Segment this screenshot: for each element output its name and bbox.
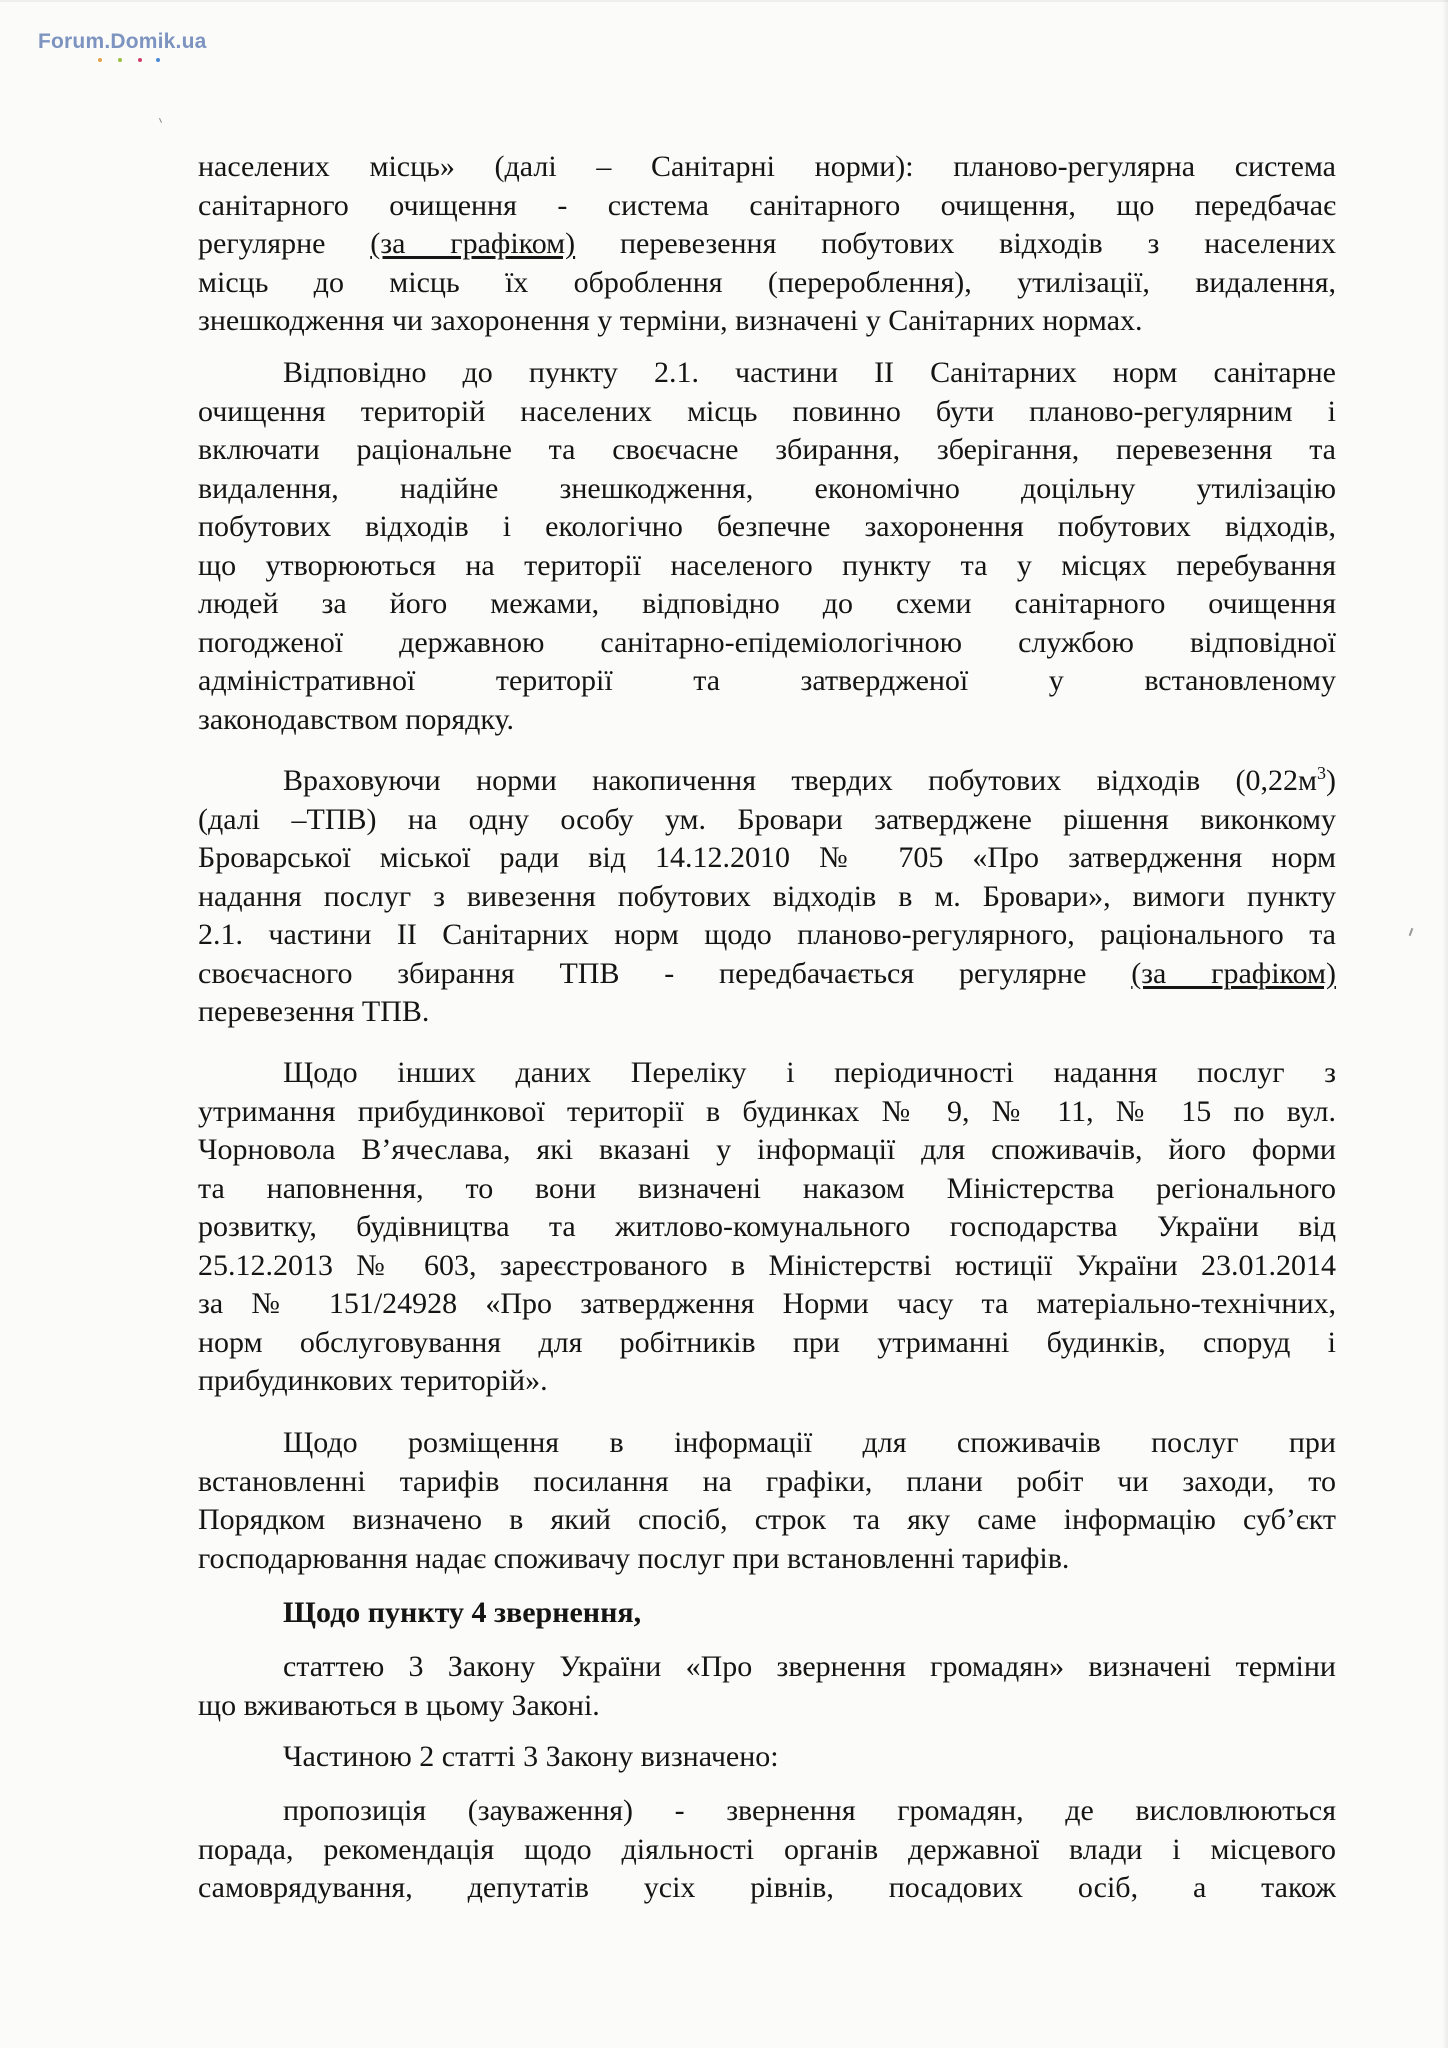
text-line: знешкодження чи захоронення у терміни, визначені у Санітарних нормах.: [198, 304, 1143, 337]
text-line: за № 151/24928 «Про затвердження Норми часу та матеріально-технічних,: [198, 1287, 1336, 1320]
text-line: 2.1. частини ІІ Санітарних норм щодо планово-регулярного, раціонального та: [198, 918, 1336, 951]
text-line: 25.12.2013 № 603, зареєстрованого в Міністерстві юстиції України 23.01.2014: [198, 1248, 1336, 1282]
text-line: самоврядування, депутатів усіх рівнів, посадових осіб, а також: [198, 1871, 1336, 1904]
text-line: Щодо розміщення в інформації для споживачів послуг при: [283, 1426, 1336, 1459]
section-heading: [198, 1594, 1336, 1633]
text-run: перевезення побутових відходів з населених: [575, 227, 1336, 260]
text-line: адміністративної території та затвердженої у встановленому: [198, 664, 1336, 697]
paragraph-4: [198, 1054, 1336, 1401]
text-line: Частиною 2 статті 3 Закону визначено:: [283, 1740, 779, 1773]
text-line: пропозиція (зауваження) - звернення громадян, де висловлюються: [283, 1794, 1336, 1827]
watermark-dot: [156, 58, 160, 62]
watermark-dots: [96, 58, 166, 66]
page-top-edge: [0, 0, 1448, 2]
watermark-dot: [98, 58, 102, 62]
watermark-dot: [138, 58, 142, 62]
scan-mark: [159, 118, 162, 123]
text-line: (далі –ТПВ) на одну особу ум. Бровари затверджене рішення виконкому: [198, 802, 1336, 836]
watermark-text: Forum.Domik.ua: [38, 30, 207, 53]
heading-text: Щодо пункту 4 звернення,: [283, 1596, 642, 1629]
text-line: видалення, надійне знешкодження, економічно доцільну утилізацію: [198, 471, 1336, 505]
superscript: 3: [1317, 763, 1326, 783]
paragraph-7: [198, 1738, 1336, 1777]
text-line: місць до місць їх оброблення (перероблення), утилізації, видалення,: [198, 265, 1336, 299]
text-line: [198, 225, 1336, 264]
paragraph-2: [198, 354, 1336, 739]
text-line: законодавством порядку.: [198, 702, 515, 736]
text-line: порада, рекомендація щодо діяльності органів державної влади і місцевого: [198, 1832, 1336, 1866]
scan-mark: [1409, 928, 1414, 936]
text-line: Порядком визначено в який спосіб, строк та яку саме інформацію суб’єкт: [198, 1503, 1336, 1536]
paragraph-6: [198, 1648, 1336, 1725]
text-run: своєчасного збирання ТПВ - передбачається регулярне: [198, 956, 1132, 990]
page-right-edge-shadow: [1442, 0, 1448, 2048]
paragraph-8: [198, 1792, 1336, 1908]
watermark-dot: [118, 58, 122, 62]
text-line: Броварської міської ради від 14.12.2010 № 705 «Про затвердження норм: [198, 841, 1336, 874]
text-line: що вживаються в цьому Законі.: [198, 1688, 600, 1722]
text-line: санітарного очищення - система санітарного очищення, що передбачає: [198, 188, 1336, 222]
text-line: побутових відходів і екологічно безпечне захоронення побутових відходів,: [198, 510, 1336, 543]
paragraph-3: [198, 762, 1336, 1032]
text-line: статтею 3 Закону України «Про звернення громадян» визначені терміни: [283, 1650, 1336, 1683]
text-line: норм обслуговування для робітників при утриманні будинків, споруд і: [198, 1325, 1336, 1359]
text-line: погодженої державною санітарно-епідеміологічною службою відповідної: [198, 625, 1336, 659]
text-line: Щодо інших даних Переліку і періодичності надання послуг з: [283, 1056, 1336, 1089]
paragraph-5: [198, 1424, 1336, 1578]
text-line: встановленні тарифів посилання на графіки, плани робіт чи заходи, то: [198, 1464, 1336, 1498]
text-line: Чорновола В’ячеслава, які вказані у інформації для споживачів, його форми: [198, 1133, 1336, 1166]
text-line: [198, 762, 1336, 801]
text-run: Враховуючи норми накопичення твердих побутових відходів (0,22м: [283, 764, 1317, 797]
text-line: людей за його межами, відповідно до схеми санітарного очищення: [198, 587, 1336, 620]
text-line: [198, 955, 1336, 994]
text-line: Відповідно до пункту 2.1. частини ІІ Санітарних норм санітарне: [283, 356, 1336, 389]
text-line: розвитку, будівництва та житлово-комунального господарства України від: [198, 1210, 1336, 1243]
text-line: утримання прибудинкової території в будинках № 9, № 11, № 15 по вул.: [198, 1094, 1336, 1128]
text-line: та наповнення, то вони визначені наказом Міністерства регіонального: [198, 1171, 1336, 1205]
text-line: населених місць» (далі – Санітарні норми): планово-регулярна система: [198, 150, 1336, 183]
text-run: регулярне: [198, 227, 371, 260]
text-line: очищення територій населених місць повинно бути планово-регулярним і: [198, 394, 1336, 428]
text-line: надання послуг з вивезення побутових відходів в м. Бровари», вимоги пункту: [198, 879, 1336, 913]
text-line: що утворюються на території населеного пункту та у місцях перебування: [198, 548, 1336, 582]
text-line: включати раціональне та своєчасне збирання, зберігання, перевезення та: [198, 433, 1336, 466]
text-run: ): [1326, 764, 1336, 797]
underlined-text: (за графіком): [1131, 956, 1336, 990]
text-line: господарювання надає споживачу послуг при встановленні тарифів.: [198, 1541, 1070, 1575]
text-line: перевезення ТПВ.: [198, 995, 430, 1028]
paragraph-1: [198, 148, 1336, 341]
underlined-text: (за графіком): [370, 227, 576, 260]
text-line: прибудинкових територій».: [198, 1364, 548, 1397]
